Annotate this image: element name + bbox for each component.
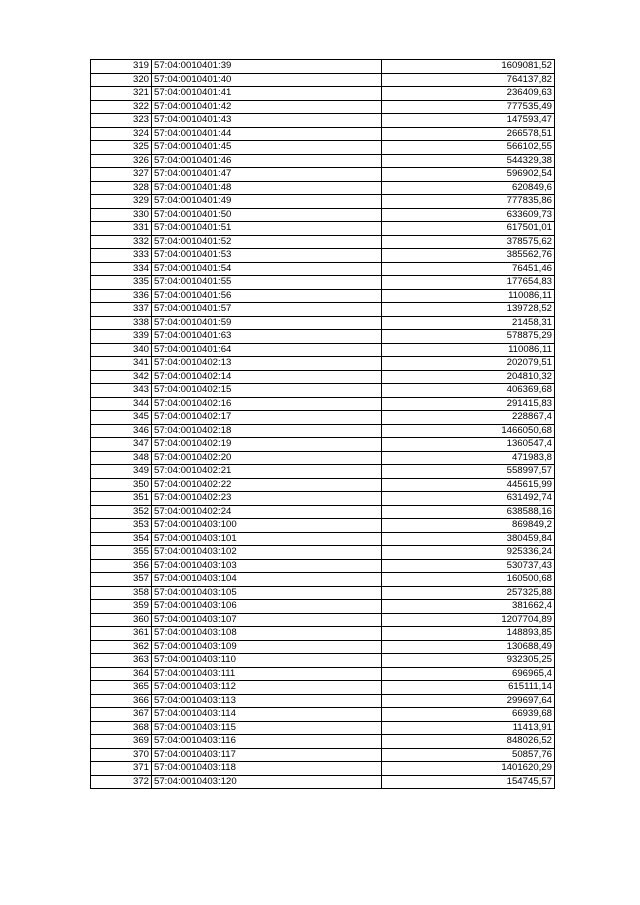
cadastral-value-cell: 530737,43: [382, 559, 555, 573]
cadastral-value-cell: 50857,76: [382, 748, 555, 762]
table-row: [91, 141, 555, 155]
table-row: [91, 478, 555, 492]
cadastral-number-cell: 57:04:0010401:40: [152, 73, 382, 87]
cadastral-number-cell: 57:04:0010401:52: [152, 235, 382, 249]
row-number-cell: 335: [91, 276, 152, 290]
row-number-cell: 351: [91, 492, 152, 506]
cadastral-value-cell: 147593,47: [382, 114, 555, 128]
cadastral-value-cell: 764137,82: [382, 73, 555, 87]
row-number-cell: 353: [91, 519, 152, 533]
cadastral-value-cell: 228867,4: [382, 411, 555, 425]
table-row: [91, 289, 555, 303]
table-row: [91, 573, 555, 587]
cadastral-value-cell: 445615,99: [382, 478, 555, 492]
table-row: [91, 397, 555, 411]
table-row: [91, 654, 555, 668]
table-row: [91, 357, 555, 371]
cadastral-value-cell: 631492,74: [382, 492, 555, 506]
row-number-cell: 340: [91, 343, 152, 357]
cadastral-number-cell: 57:04:0010402:17: [152, 411, 382, 425]
row-number-cell: 363: [91, 654, 152, 668]
cadastral-value-cell: 638588,16: [382, 505, 555, 519]
cadastral-value-cell: 848026,52: [382, 735, 555, 749]
cadastral-number-cell: 57:04:0010401:48: [152, 181, 382, 195]
cadastral-number-cell: 57:04:0010401:44: [152, 127, 382, 141]
cadastral-number-cell: 57:04:0010401:55: [152, 276, 382, 290]
table-row: [91, 114, 555, 128]
cadastral-number-cell: 57:04:0010401:63: [152, 330, 382, 344]
cadastral-value-cell: 202079,51: [382, 357, 555, 371]
row-number-cell: 344: [91, 397, 152, 411]
row-number-cell: 354: [91, 532, 152, 546]
cadastral-value-cell: 617501,01: [382, 222, 555, 236]
cadastral-number-cell: 57:04:0010402:22: [152, 478, 382, 492]
cadastral-number-cell: 57:04:0010403:110: [152, 654, 382, 668]
cadastral-number-cell: 57:04:0010403:118: [152, 762, 382, 776]
row-number-cell: 329: [91, 195, 152, 209]
cadastral-value-cell: 266578,51: [382, 127, 555, 141]
cadastral-number-cell: 57:04:0010401:42: [152, 100, 382, 114]
row-number-cell: 366: [91, 694, 152, 708]
cadastral-number-cell: 57:04:0010403:113: [152, 694, 382, 708]
table-row: [91, 235, 555, 249]
table-row: [91, 465, 555, 479]
row-number-cell: 341: [91, 357, 152, 371]
cadastral-number-cell: 57:04:0010403:105: [152, 586, 382, 600]
table-row: [91, 640, 555, 654]
table-row: [91, 276, 555, 290]
table-row: [91, 208, 555, 222]
table-row: [91, 60, 555, 74]
cadastral-value-cell: 236409,63: [382, 87, 555, 101]
table-row: [91, 559, 555, 573]
cadastral-value-cell: 932305,25: [382, 654, 555, 668]
table-row: [91, 451, 555, 465]
cadastral-value-cell: 130688,49: [382, 640, 555, 654]
table-row: [91, 249, 555, 263]
cadastral-value-cell: 160500,68: [382, 573, 555, 587]
cadastral-value-cell: 154745,57: [382, 775, 555, 789]
cadastral-number-cell: 57:04:0010402:19: [152, 438, 382, 452]
table-row: [91, 492, 555, 506]
row-number-cell: 360: [91, 613, 152, 627]
table-row: [91, 775, 555, 789]
row-number-cell: 359: [91, 600, 152, 614]
cadastral-value-cell: 1360547,4: [382, 438, 555, 452]
table-row: [91, 424, 555, 438]
cadastral-number-cell: 57:04:0010403:120: [152, 775, 382, 789]
row-number-cell: 348: [91, 451, 152, 465]
row-number-cell: 330: [91, 208, 152, 222]
cadastral-number-cell: 57:04:0010402:23: [152, 492, 382, 506]
cadastral-number-cell: 57:04:0010401:39: [152, 60, 382, 74]
cadastral-number-cell: 57:04:0010403:112: [152, 681, 382, 695]
table-row: [91, 708, 555, 722]
cadastral-number-cell: 57:04:0010403:114: [152, 708, 382, 722]
cadastral-value-cell: 615111,14: [382, 681, 555, 695]
cadastral-number-cell: 57:04:0010403:100: [152, 519, 382, 533]
row-number-cell: 362: [91, 640, 152, 654]
row-number-cell: 364: [91, 667, 152, 681]
cadastral-number-cell: 57:04:0010401:51: [152, 222, 382, 236]
cadastral-value-cell: 558997,57: [382, 465, 555, 479]
cadastral-value-cell: 177654,83: [382, 276, 555, 290]
row-number-cell: 345: [91, 411, 152, 425]
row-number-cell: 325: [91, 141, 152, 155]
cadastral-value-cell: 378575,62: [382, 235, 555, 249]
cadastral-value-cell: 578875,29: [382, 330, 555, 344]
cadastral-number-cell: 57:04:0010403:117: [152, 748, 382, 762]
row-number-cell: 337: [91, 303, 152, 317]
cadastral-value-cell: 76451,46: [382, 262, 555, 276]
row-number-cell: 328: [91, 181, 152, 195]
cadastral-number-cell: 57:04:0010401:54: [152, 262, 382, 276]
cadastral-value-cell: 777535,49: [382, 100, 555, 114]
cadastral-value-cell: 380459,84: [382, 532, 555, 546]
row-number-cell: 372: [91, 775, 152, 789]
row-number-cell: 322: [91, 100, 152, 114]
table-row: [91, 73, 555, 87]
row-number-cell: 324: [91, 127, 152, 141]
cadastral-value-cell: 777835,86: [382, 195, 555, 209]
row-number-cell: 333: [91, 249, 152, 263]
cadastral-number-cell: 57:04:0010403:115: [152, 721, 382, 735]
cadastral-number-cell: 57:04:0010401:64: [152, 343, 382, 357]
cadastral-number-cell: 57:04:0010401:53: [152, 249, 382, 263]
cadastral-value-cell: 291415,83: [382, 397, 555, 411]
table-row: [91, 195, 555, 209]
table-row: [91, 384, 555, 398]
row-number-cell: 361: [91, 627, 152, 641]
cadastral-number-cell: 57:04:0010403:102: [152, 546, 382, 560]
table-row: [91, 627, 555, 641]
cadastral-value-cell: 110086,11: [382, 343, 555, 357]
cadastral-number-cell: 57:04:0010401:45: [152, 141, 382, 155]
table-body: [91, 60, 555, 789]
cadastral-value-cell: 299697,64: [382, 694, 555, 708]
table-row: [91, 667, 555, 681]
cadastral-number-cell: 57:04:0010401:49: [152, 195, 382, 209]
table-row: [91, 586, 555, 600]
table-row: [91, 222, 555, 236]
row-number-cell: 367: [91, 708, 152, 722]
cadastral-value-cell: 385562,76: [382, 249, 555, 263]
row-number-cell: 370: [91, 748, 152, 762]
row-number-cell: 347: [91, 438, 152, 452]
cadastral-value-cell: 1207704,89: [382, 613, 555, 627]
cadastral-number-cell: 57:04:0010403:101: [152, 532, 382, 546]
row-number-cell: 334: [91, 262, 152, 276]
cadastral-value-cell: 110086,11: [382, 289, 555, 303]
row-number-cell: 368: [91, 721, 152, 735]
row-number-cell: 358: [91, 586, 152, 600]
cadastral-value-cell: 633609,73: [382, 208, 555, 222]
cadastral-number-cell: 57:04:0010401:50: [152, 208, 382, 222]
cadastral-value-cell: 139728,52: [382, 303, 555, 317]
cadastral-value-cell: 21458,31: [382, 316, 555, 330]
table-row: [91, 762, 555, 776]
cadastral-value-cell: 381662,4: [382, 600, 555, 614]
row-number-cell: 338: [91, 316, 152, 330]
cadastral-value-cell: 1609081,52: [382, 60, 555, 74]
cadastral-number-cell: 57:04:0010403:104: [152, 573, 382, 587]
cadastral-number-cell: 57:04:0010401:47: [152, 168, 382, 182]
table-row: [91, 694, 555, 708]
row-number-cell: 356: [91, 559, 152, 573]
row-number-cell: 342: [91, 370, 152, 384]
cadastral-value-cell: 696965,4: [382, 667, 555, 681]
table-row: [91, 168, 555, 182]
table-row: [91, 546, 555, 560]
cadastral-number-cell: 57:04:0010402:20: [152, 451, 382, 465]
table-row: [91, 127, 555, 141]
table-row: [91, 681, 555, 695]
row-number-cell: 357: [91, 573, 152, 587]
cadastral-value-cell: 406369,68: [382, 384, 555, 398]
row-number-cell: 319: [91, 60, 152, 74]
cadastral-number-cell: 57:04:0010402:13: [152, 357, 382, 371]
row-number-cell: 343: [91, 384, 152, 398]
row-number-cell: 331: [91, 222, 152, 236]
cadastral-number-cell: 57:04:0010401:43: [152, 114, 382, 128]
table-row: [91, 330, 555, 344]
table-row: [91, 154, 555, 168]
cadastral-value-cell: 66939,68: [382, 708, 555, 722]
row-number-cell: 320: [91, 73, 152, 87]
table-row: [91, 181, 555, 195]
cadastral-number-cell: 57:04:0010402:14: [152, 370, 382, 384]
cadastral-number-cell: 57:04:0010403:106: [152, 600, 382, 614]
cadastral-number-cell: 57:04:0010403:111: [152, 667, 382, 681]
cadastral-number-cell: 57:04:0010401:46: [152, 154, 382, 168]
cadastral-value-cell: 869849,2: [382, 519, 555, 533]
row-number-cell: 346: [91, 424, 152, 438]
row-number-cell: 355: [91, 546, 152, 560]
cadastral-number-cell: 57:04:0010402:15: [152, 384, 382, 398]
cadastral-value-cell: 471983,8: [382, 451, 555, 465]
row-number-cell: 339: [91, 330, 152, 344]
cadastral-value-cell: 1466050,68: [382, 424, 555, 438]
table-row: [91, 87, 555, 101]
cadastral-value-cell: 566102,55: [382, 141, 555, 155]
cadastral-value-cell: 596902,54: [382, 168, 555, 182]
cadastral-value-cell: 257325,88: [382, 586, 555, 600]
cadastral-number-cell: 57:04:0010403:116: [152, 735, 382, 749]
table-row: [91, 721, 555, 735]
row-number-cell: 371: [91, 762, 152, 776]
cadastral-number-cell: 57:04:0010403:108: [152, 627, 382, 641]
table-row: [91, 748, 555, 762]
row-number-cell: 336: [91, 289, 152, 303]
table-row: [91, 438, 555, 452]
cadastral-number-cell: 57:04:0010402:24: [152, 505, 382, 519]
table-row: [91, 262, 555, 276]
row-number-cell: 323: [91, 114, 152, 128]
row-number-cell: 326: [91, 154, 152, 168]
table-row: [91, 100, 555, 114]
cadastral-number-cell: 57:04:0010402:21: [152, 465, 382, 479]
cadastral-value-cell: 925336,24: [382, 546, 555, 560]
row-number-cell: 365: [91, 681, 152, 695]
cadastral-value-cell: 148893,85: [382, 627, 555, 641]
cadastral-number-cell: 57:04:0010402:16: [152, 397, 382, 411]
cadastral-value-cell: 1401620,29: [382, 762, 555, 776]
cadastral-number-cell: 57:04:0010403:109: [152, 640, 382, 654]
cadastral-number-cell: 57:04:0010403:107: [152, 613, 382, 627]
table-row: [91, 600, 555, 614]
table-row: [91, 411, 555, 425]
cadastral-value-cell: 11413,91: [382, 721, 555, 735]
cadastral-value-cell: 620849,6: [382, 181, 555, 195]
row-number-cell: 321: [91, 87, 152, 101]
row-number-cell: 352: [91, 505, 152, 519]
cadastral-number-cell: 57:04:0010402:18: [152, 424, 382, 438]
table-row: [91, 505, 555, 519]
table-row: [91, 735, 555, 749]
cadastral-number-cell: 57:04:0010401:41: [152, 87, 382, 101]
table-row: [91, 370, 555, 384]
table-row: [91, 613, 555, 627]
cadastral-number-cell: 57:04:0010403:103: [152, 559, 382, 573]
cadastral-number-cell: 57:04:0010401:59: [152, 316, 382, 330]
cadastral-value-table: [90, 59, 555, 789]
table-row: [91, 303, 555, 317]
cadastral-number-cell: 57:04:0010401:56: [152, 289, 382, 303]
table-row: [91, 343, 555, 357]
table-row: [91, 532, 555, 546]
table-row: [91, 316, 555, 330]
row-number-cell: 369: [91, 735, 152, 749]
row-number-cell: 350: [91, 478, 152, 492]
cadastral-value-cell: 204810,32: [382, 370, 555, 384]
cadastral-number-cell: 57:04:0010401:57: [152, 303, 382, 317]
row-number-cell: 349: [91, 465, 152, 479]
table-row: [91, 519, 555, 533]
row-number-cell: 327: [91, 168, 152, 182]
row-number-cell: 332: [91, 235, 152, 249]
cadastral-value-cell: 544329,38: [382, 154, 555, 168]
